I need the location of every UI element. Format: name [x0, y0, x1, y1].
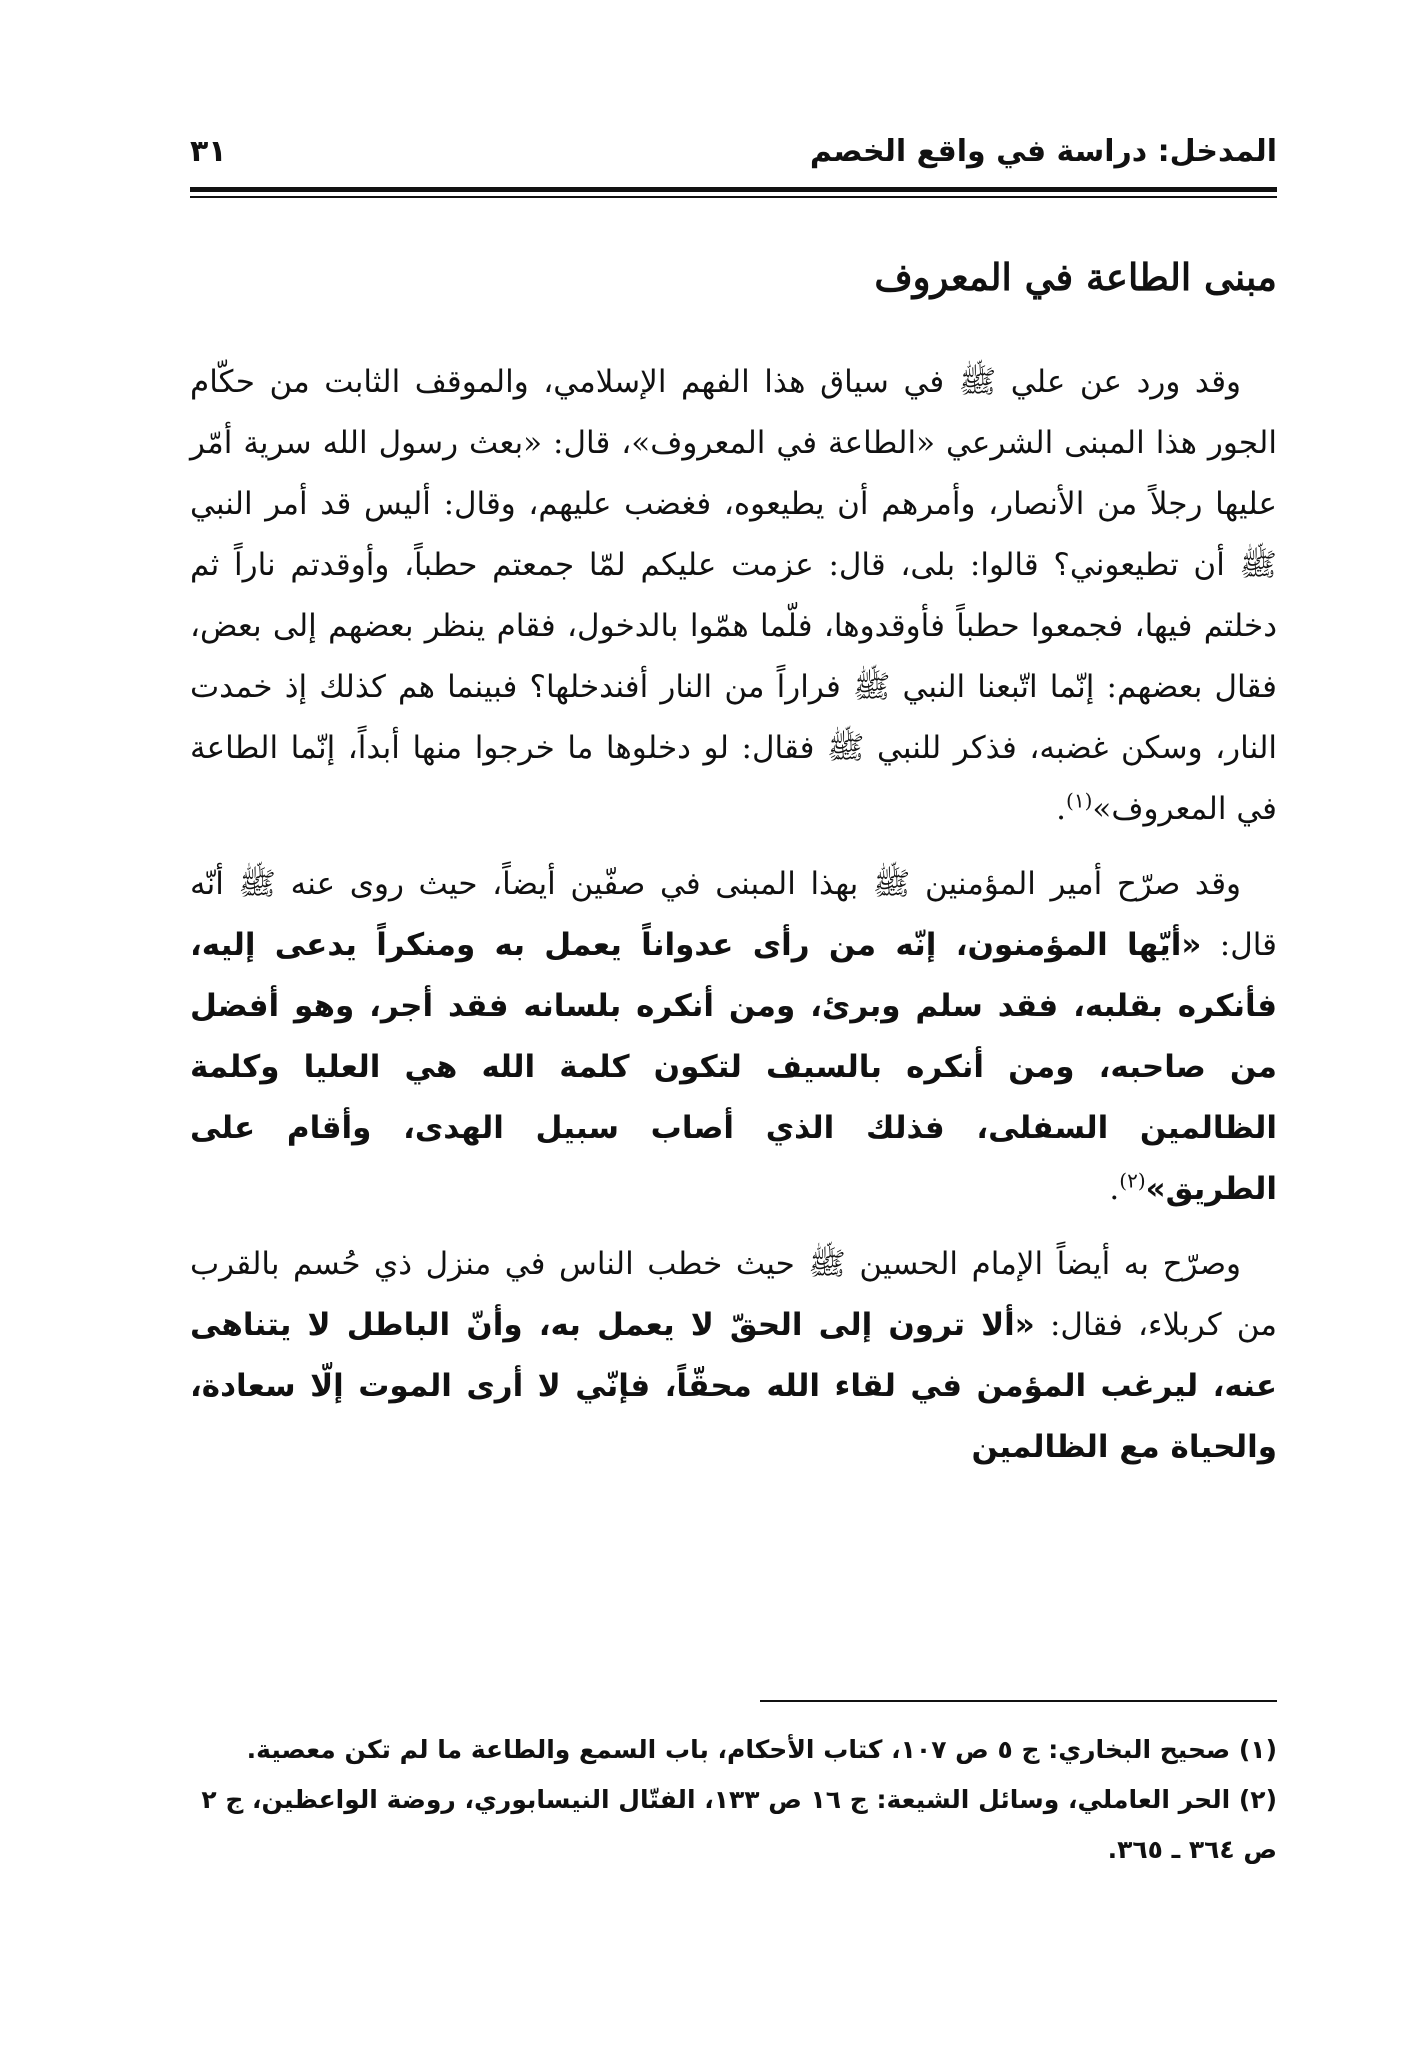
paragraph-1-text: وقد ورد عن علي ﷺ في سياق هذا الفهم الإسلامي، والموقف الثابت من حكّام الجور هذا المبنى الشرعي «الطاعة في المعروف»، قال: «بعث رسول الله سرية أمّر عليها رجلاً من الأنصار، وأمرهم أن يطيعوه، فغضب عليهم، وقال: أليس قد أمر النبي ﷺ أن تطيعوني؟ قالوا: بلى، قال: عزمت عليكم لمّا جمعتم حطباً، وأوقدتم ناراً ثم دخلتم فيها، فجمعوا حطباً فأوقدوها، فلّما همّوا بالدخول، فقام ينظر بعضهم إلى بعض، فقال بعضهم: إنّما اتّبعنا النبي ﷺ فراراً من النار أفندخلها؟ فبينما هم كذلك إذ خمدت النار، وسكن غضبه، فذكر للنبي ﷺ فقال: لو دخلوها ما خرجوا منها أبداً، إنّما الطاعة في المعروف»	[190, 364, 1277, 827]
footnote-2: (٢) الحر العاملي، وسائل الشيعة: ج ١٦ ص ١٣٣، الفتّال النيسابوري، روضة الواعظين، ج ٢ ص ٣٦٤ ـ ٣٦٥.	[201, 1785, 1277, 1864]
header-rule-thin	[190, 196, 1277, 198]
footnote-1: (١) صحيح البخاري: ج ٥ ص ١٠٧، كتاب الأحكام، باب السمع والطاعة ما لم تكن معصية.	[246, 1735, 1277, 1764]
paragraph-2: وقد صرّح أمير المؤمنين ﷺ بهذا المبنى في صفّين أيضاً، حيث روى عنه ﷺ أنّه قال: «أيّها المؤمنون، إنّه من رأى عدواناً يعمل به ومنكراً يدعى إليه، فأنكره بقلبه، فقد سلم وبرئ، ومن أنكره بلسانه فقد أجر، وهو أفضل من صاحبه، ومن أنكره بالسيف لتكون كلمة الله هي العليا وكلمة الظالمين السفلى، فذلك الذي أصاب سبيل الهدى، وأقام على الطريق»$^{(٢)}$.	[190, 866, 1278, 1207]
body-text	[190, 352, 1277, 1492]
paragraph-3	[190, 1234, 1277, 1478]
header-title: المدخل: دراسة في واقع الخصم	[809, 134, 1277, 169]
page-number: ٣١	[190, 134, 227, 169]
header-rule-thick	[190, 187, 1277, 192]
section-heading: مبنى الطاعة في المعروف	[874, 255, 1277, 299]
paragraph-1: وقد ورد عن علي ﷺ في سياق هذا الفهم الإسلامي، والموقف الثابت من حكّام الجور هذا المبنى الشرعي «الطاعة في المعروف»، قال: «بعث رسول الله سرية أمّر عليها رجلاً من الأنصار، وأمرهم أن يطيعوه، فغضب عليهم، وقال: أليس قد أمر النبي ﷺ أن تطيعوني؟ قالوا: بلى، قال: عزمت عليكم لمّا جمعتم حطباً، وأوقدتم ناراً ثم دخلتم فيها، فجمعوا حطباً فأوقدوها، فلّما همّوا بالدخول، فقام ينظر بعضهم إلى بعض، فقال بعضهم: إنّما اتّبعنا النبي ﷺ فراراً من النار أفندخلها؟ فبينما هم كذلك إذ خمدت النار، وسكن غضبه، فذكر للنبي ﷺ فقال: لو دخلوها ما خرجوا منها أبداً، إنّما الطاعة في المعروف»$^{(١)}$.	[190, 364, 1277, 827]
footnote-ref-2: (٢)	[1119, 1168, 1146, 1193]
paragraph-3-quote: «ألا ترون إلى الحقّ لا يعمل به، وأنّ الباطل لا يتناهى عنه، ليرغب المؤمن في لقاء الله محقّاً، فإنّي لا أرى الموت إلّا سعادة، والحياة مع الظالمين	[190, 1307, 1277, 1465]
running-header	[190, 128, 1277, 188]
footnote-ref-1: (١)	[1066, 788, 1093, 813]
footnotes	[190, 1725, 1277, 1875]
paragraph-3-intro: وصرّح به أيضاً الإمام الحسين ﷺ حيث خطب الناس في منزل ذي حُسم بالقرب من كربلاء، فقال:	[190, 1246, 1277, 1343]
footnote-rule	[760, 1700, 1277, 1702]
paragraph-2-intro: وقد صرّح أمير المؤمنين ﷺ بهذا المبنى في صفّين أيضاً، حيث روى عنه ﷺ أنّه قال:	[190, 866, 1278, 963]
paragraph-2-quote: «أيّها المؤمنون، إنّه من رأى عدواناً يعمل به ومنكراً يدعى إليه، فأنكره بقلبه، فقد سلم وبرئ، ومن أنكره بلسانه فقد أجر، وهو أفضل من صاحبه، ومن أنكره بالسيف لتكون كلمة الله هي العليا وكلمة الظالمين السفلى، فذلك الذي أصاب سبيل الهدى، وأقام على الطريق»	[190, 927, 1277, 1207]
